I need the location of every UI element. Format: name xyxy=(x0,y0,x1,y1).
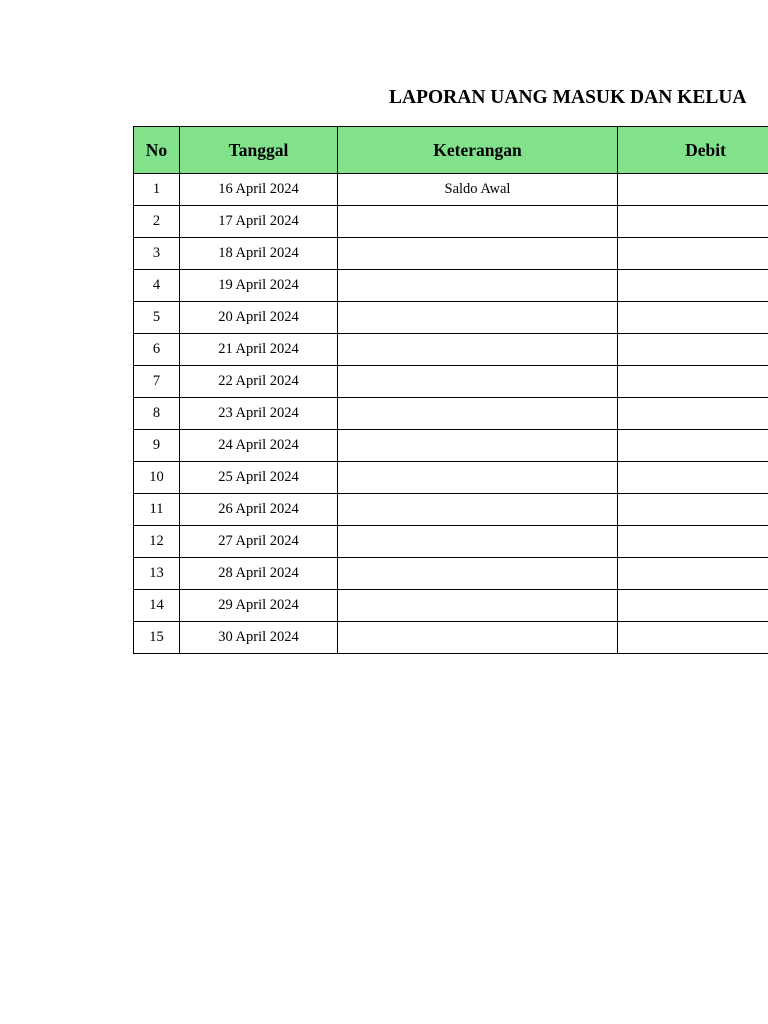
cell-no: 8 xyxy=(134,398,180,430)
cell-keterangan xyxy=(338,270,618,302)
header-row xyxy=(134,127,768,174)
cell-keterangan xyxy=(338,238,618,270)
table-row xyxy=(134,302,768,334)
table-row xyxy=(134,238,768,270)
report-table xyxy=(133,126,768,654)
cell-debit xyxy=(618,558,768,590)
cell-debit xyxy=(618,494,768,526)
table-row xyxy=(134,430,768,462)
table-header xyxy=(134,127,768,174)
cell-no: 4 xyxy=(134,270,180,302)
cell-keterangan xyxy=(338,334,618,366)
header-keterangan: Keterangan xyxy=(338,127,618,174)
cell-debit xyxy=(618,462,768,494)
cell-keterangan xyxy=(338,206,618,238)
cell-debit xyxy=(618,238,768,270)
cell-keterangan xyxy=(338,558,618,590)
cell-debit xyxy=(618,430,768,462)
table-row xyxy=(134,590,768,622)
cell-keterangan xyxy=(338,590,618,622)
cell-tanggal: 28 April 2024 xyxy=(180,558,338,590)
cell-debit xyxy=(618,174,768,206)
cell-keterangan xyxy=(338,526,618,558)
cell-tanggal: 20 April 2024 xyxy=(180,302,338,334)
cell-tanggal: 30 April 2024 xyxy=(180,622,338,654)
cell-no: 13 xyxy=(134,558,180,590)
cell-tanggal: 29 April 2024 xyxy=(180,590,338,622)
cell-tanggal: 25 April 2024 xyxy=(180,462,338,494)
cell-debit xyxy=(618,270,768,302)
table-row xyxy=(134,270,768,302)
cell-no: 5 xyxy=(134,302,180,334)
table-row xyxy=(134,462,768,494)
cell-no: 7 xyxy=(134,366,180,398)
cell-tanggal: 18 April 2024 xyxy=(180,238,338,270)
cell-keterangan xyxy=(338,398,618,430)
cell-keterangan xyxy=(338,494,618,526)
cell-tanggal: 23 April 2024 xyxy=(180,398,338,430)
cell-keterangan xyxy=(338,462,618,494)
cell-keterangan xyxy=(338,430,618,462)
cell-keterangan xyxy=(338,366,618,398)
cell-tanggal: 19 April 2024 xyxy=(180,270,338,302)
cell-no: 6 xyxy=(134,334,180,366)
cell-tanggal: 21 April 2024 xyxy=(180,334,338,366)
cell-tanggal: 22 April 2024 xyxy=(180,366,338,398)
header-tanggal: Tanggal xyxy=(180,127,338,174)
cell-debit xyxy=(618,334,768,366)
cell-no: 1 xyxy=(134,174,180,206)
cell-tanggal: 27 April 2024 xyxy=(180,526,338,558)
cell-no: 14 xyxy=(134,590,180,622)
cell-no: 2 xyxy=(134,206,180,238)
cell-debit xyxy=(618,302,768,334)
cell-debit xyxy=(618,622,768,654)
cell-keterangan: Saldo Awal xyxy=(338,174,618,206)
cell-debit xyxy=(618,526,768,558)
cell-no: 3 xyxy=(134,238,180,270)
table-row xyxy=(134,398,768,430)
cell-debit xyxy=(618,590,768,622)
cell-keterangan xyxy=(338,622,618,654)
table-row xyxy=(134,622,768,654)
table-row xyxy=(134,526,768,558)
cell-tanggal: 24 April 2024 xyxy=(180,430,338,462)
cell-debit xyxy=(618,206,768,238)
cell-debit xyxy=(618,398,768,430)
table-row xyxy=(134,494,768,526)
table-row xyxy=(134,334,768,366)
table-row xyxy=(134,206,768,238)
table-row xyxy=(134,366,768,398)
cell-no: 9 xyxy=(134,430,180,462)
cell-no: 15 xyxy=(134,622,180,654)
cell-no: 12 xyxy=(134,526,180,558)
cell-tanggal: 16 April 2024 xyxy=(180,174,338,206)
table-body xyxy=(134,174,768,654)
cell-no: 10 xyxy=(134,462,180,494)
header-debit: Debit xyxy=(618,127,768,174)
cell-tanggal: 17 April 2024 xyxy=(180,206,338,238)
table-row xyxy=(134,558,768,590)
header-no: No xyxy=(134,127,180,174)
cell-tanggal: 26 April 2024 xyxy=(180,494,338,526)
cell-no: 11 xyxy=(134,494,180,526)
report-title: LAPORAN UANG MASUK DAN KELUA xyxy=(389,87,747,108)
cell-keterangan xyxy=(338,302,618,334)
cell-debit xyxy=(618,366,768,398)
table-row xyxy=(134,174,768,206)
